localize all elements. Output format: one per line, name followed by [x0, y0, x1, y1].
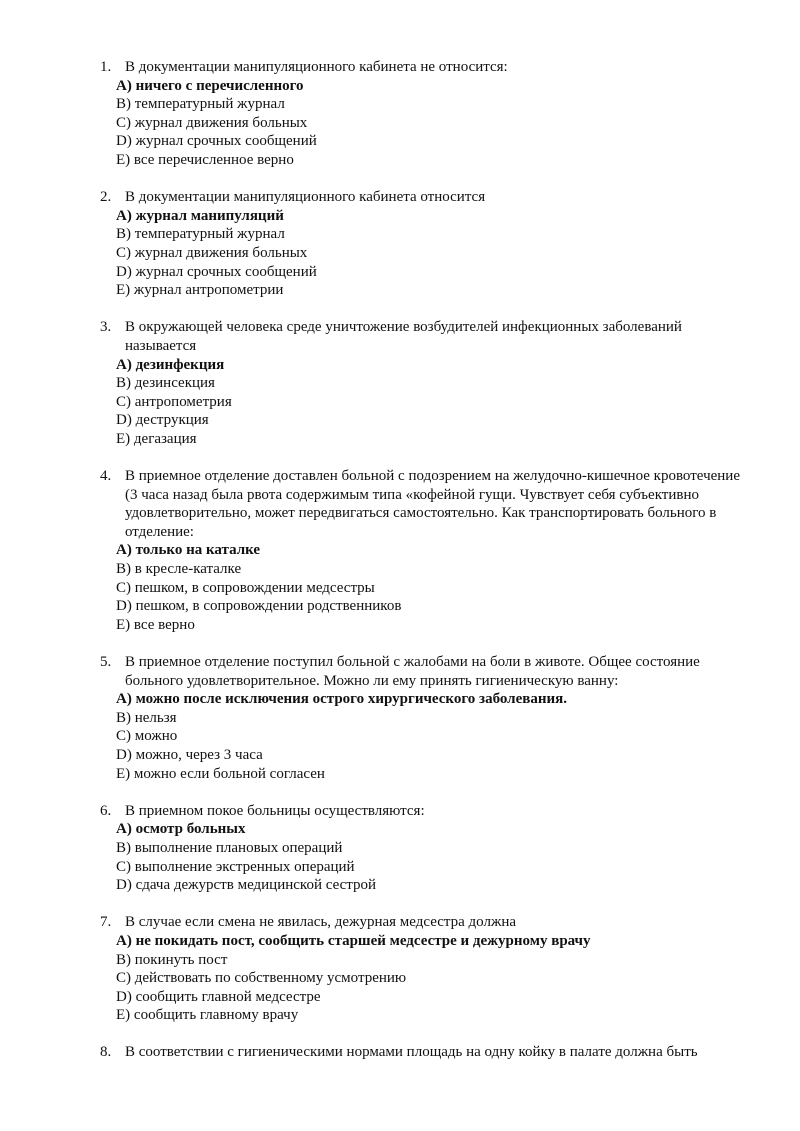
answer-list [0, 356, 800, 449]
answer-list [0, 932, 800, 1025]
answer-option: D) сдача дежурств медицинской сестрой [116, 877, 377, 894]
correct-answer-option: A) ничего с перечисленного [116, 77, 304, 94]
question-text: В приемном покое больницы осуществляются: [125, 802, 425, 819]
question-number: 6. [100, 802, 112, 819]
correct-answer-option: A) только на каталке [116, 542, 261, 559]
question-block [0, 58, 800, 170]
answer-option: B) выполнение плановых операций [116, 839, 343, 856]
question-text: В документации манипуляционного кабинета не относится: [125, 59, 508, 75]
question-stem [0, 188, 800, 207]
question-text: В окружающей человека среде уничтожение возбудителей инфекционных заболеваний называется [125, 319, 682, 354]
answer-option: B) дезинсекция [116, 375, 215, 392]
question-block [0, 802, 800, 895]
answer-list [0, 541, 800, 634]
correct-answer-option: A) осмотр больных [116, 821, 246, 838]
answer-option: C) действовать по собственному усмотрению [116, 970, 407, 987]
answer-option: C) пешком, в сопровождении медсестры [116, 579, 375, 596]
question-stem [0, 467, 800, 541]
question-text: В приемное отделение доставлен больной с подозрением на желудочно-кишечное кровотечение (3 часа назад была рвота содержимым типа «кофейной гущи. Чувствует себя субъективно удовлетворительно, может передвигаться самостоятельно. Как транспортировать больного в отделение: [125, 468, 740, 540]
question-block [0, 318, 800, 448]
answer-option: D) пешком, в сопровождении родственников [116, 598, 402, 615]
answer-option: E) все верно [116, 616, 195, 633]
question-number: 8. [100, 1044, 112, 1061]
answer-list [0, 77, 800, 170]
question-stem [0, 1043, 800, 1062]
question-block [0, 188, 800, 300]
question-number: 5. [100, 654, 112, 670]
question-number: 3. [100, 319, 112, 336]
answer-option: C) журнал движения больных [116, 114, 308, 131]
question-text: В соответствии с гигиеническими нормами площадь на одну койку в палате должна быть [125, 1044, 698, 1061]
answer-option: E) дегазация [116, 430, 197, 447]
answer-option: B) нельзя [116, 709, 177, 726]
correct-answer-option: A) не покидать пост, сообщить старшей медсестре и дежурному врачу [116, 932, 591, 949]
question-stem [0, 58, 800, 77]
answer-option: E) можно если больной согласен [116, 765, 325, 782]
answer-option: C) антропометрия [116, 393, 232, 410]
question-number: 4. [100, 468, 112, 485]
answer-option: B) покинуть пост [116, 951, 228, 968]
question-number: 2. [100, 189, 112, 206]
answer-option: C) можно [116, 728, 178, 745]
question-number: 1. [100, 59, 112, 75]
question-text: В документации манипуляционного кабинета относится [125, 189, 486, 206]
answer-option: E) журнал антропометрии [116, 282, 284, 299]
answer-option: E) сообщить главному врачу [116, 1007, 299, 1024]
correct-answer-option: A) журнал манипуляций [116, 207, 284, 224]
question-number: 7. [100, 914, 112, 931]
answer-option: D) деструкция [116, 412, 209, 429]
answer-list [0, 820, 800, 894]
question-block [0, 653, 800, 783]
question-block [0, 913, 800, 1025]
question-block [0, 467, 800, 634]
answer-option: D) журнал срочных сообщений [116, 263, 317, 280]
answer-option: B) в кресле-каталке [116, 561, 242, 578]
question-stem [0, 318, 800, 355]
quiz-document [0, 58, 800, 1081]
correct-answer-option: A) можно после исключения острого хирургического заболевания. [116, 691, 568, 708]
answer-option: C) выполнение экстренных операций [116, 858, 355, 875]
question-stem [0, 653, 800, 690]
question-text: В случае если смена не явилась, дежурная медсестра должна [125, 914, 517, 931]
answer-list [0, 207, 800, 300]
answer-option: D) сообщить главной медсестре [116, 988, 321, 1005]
answer-option: E) все перечисленное верно [116, 151, 294, 168]
answer-option: D) можно, через 3 часа [116, 746, 263, 763]
answer-option: D) журнал срочных сообщений [116, 133, 317, 150]
answer-option: B) температурный журнал [116, 226, 285, 243]
question-text: В приемное отделение поступил больной с жалобами на боли в животе. Общее состояние больного удовлетворительное. Можно ли ему принять гигиеническую ванну: [125, 654, 700, 689]
question-stem [0, 913, 800, 932]
correct-answer-option: A) дезинфекция [116, 356, 225, 373]
question-stem [0, 802, 800, 821]
answer-option: B) температурный журнал [116, 96, 285, 113]
answer-option: C) журнал движения больных [116, 244, 308, 261]
question-block [0, 1043, 800, 1062]
answer-list [0, 690, 800, 783]
